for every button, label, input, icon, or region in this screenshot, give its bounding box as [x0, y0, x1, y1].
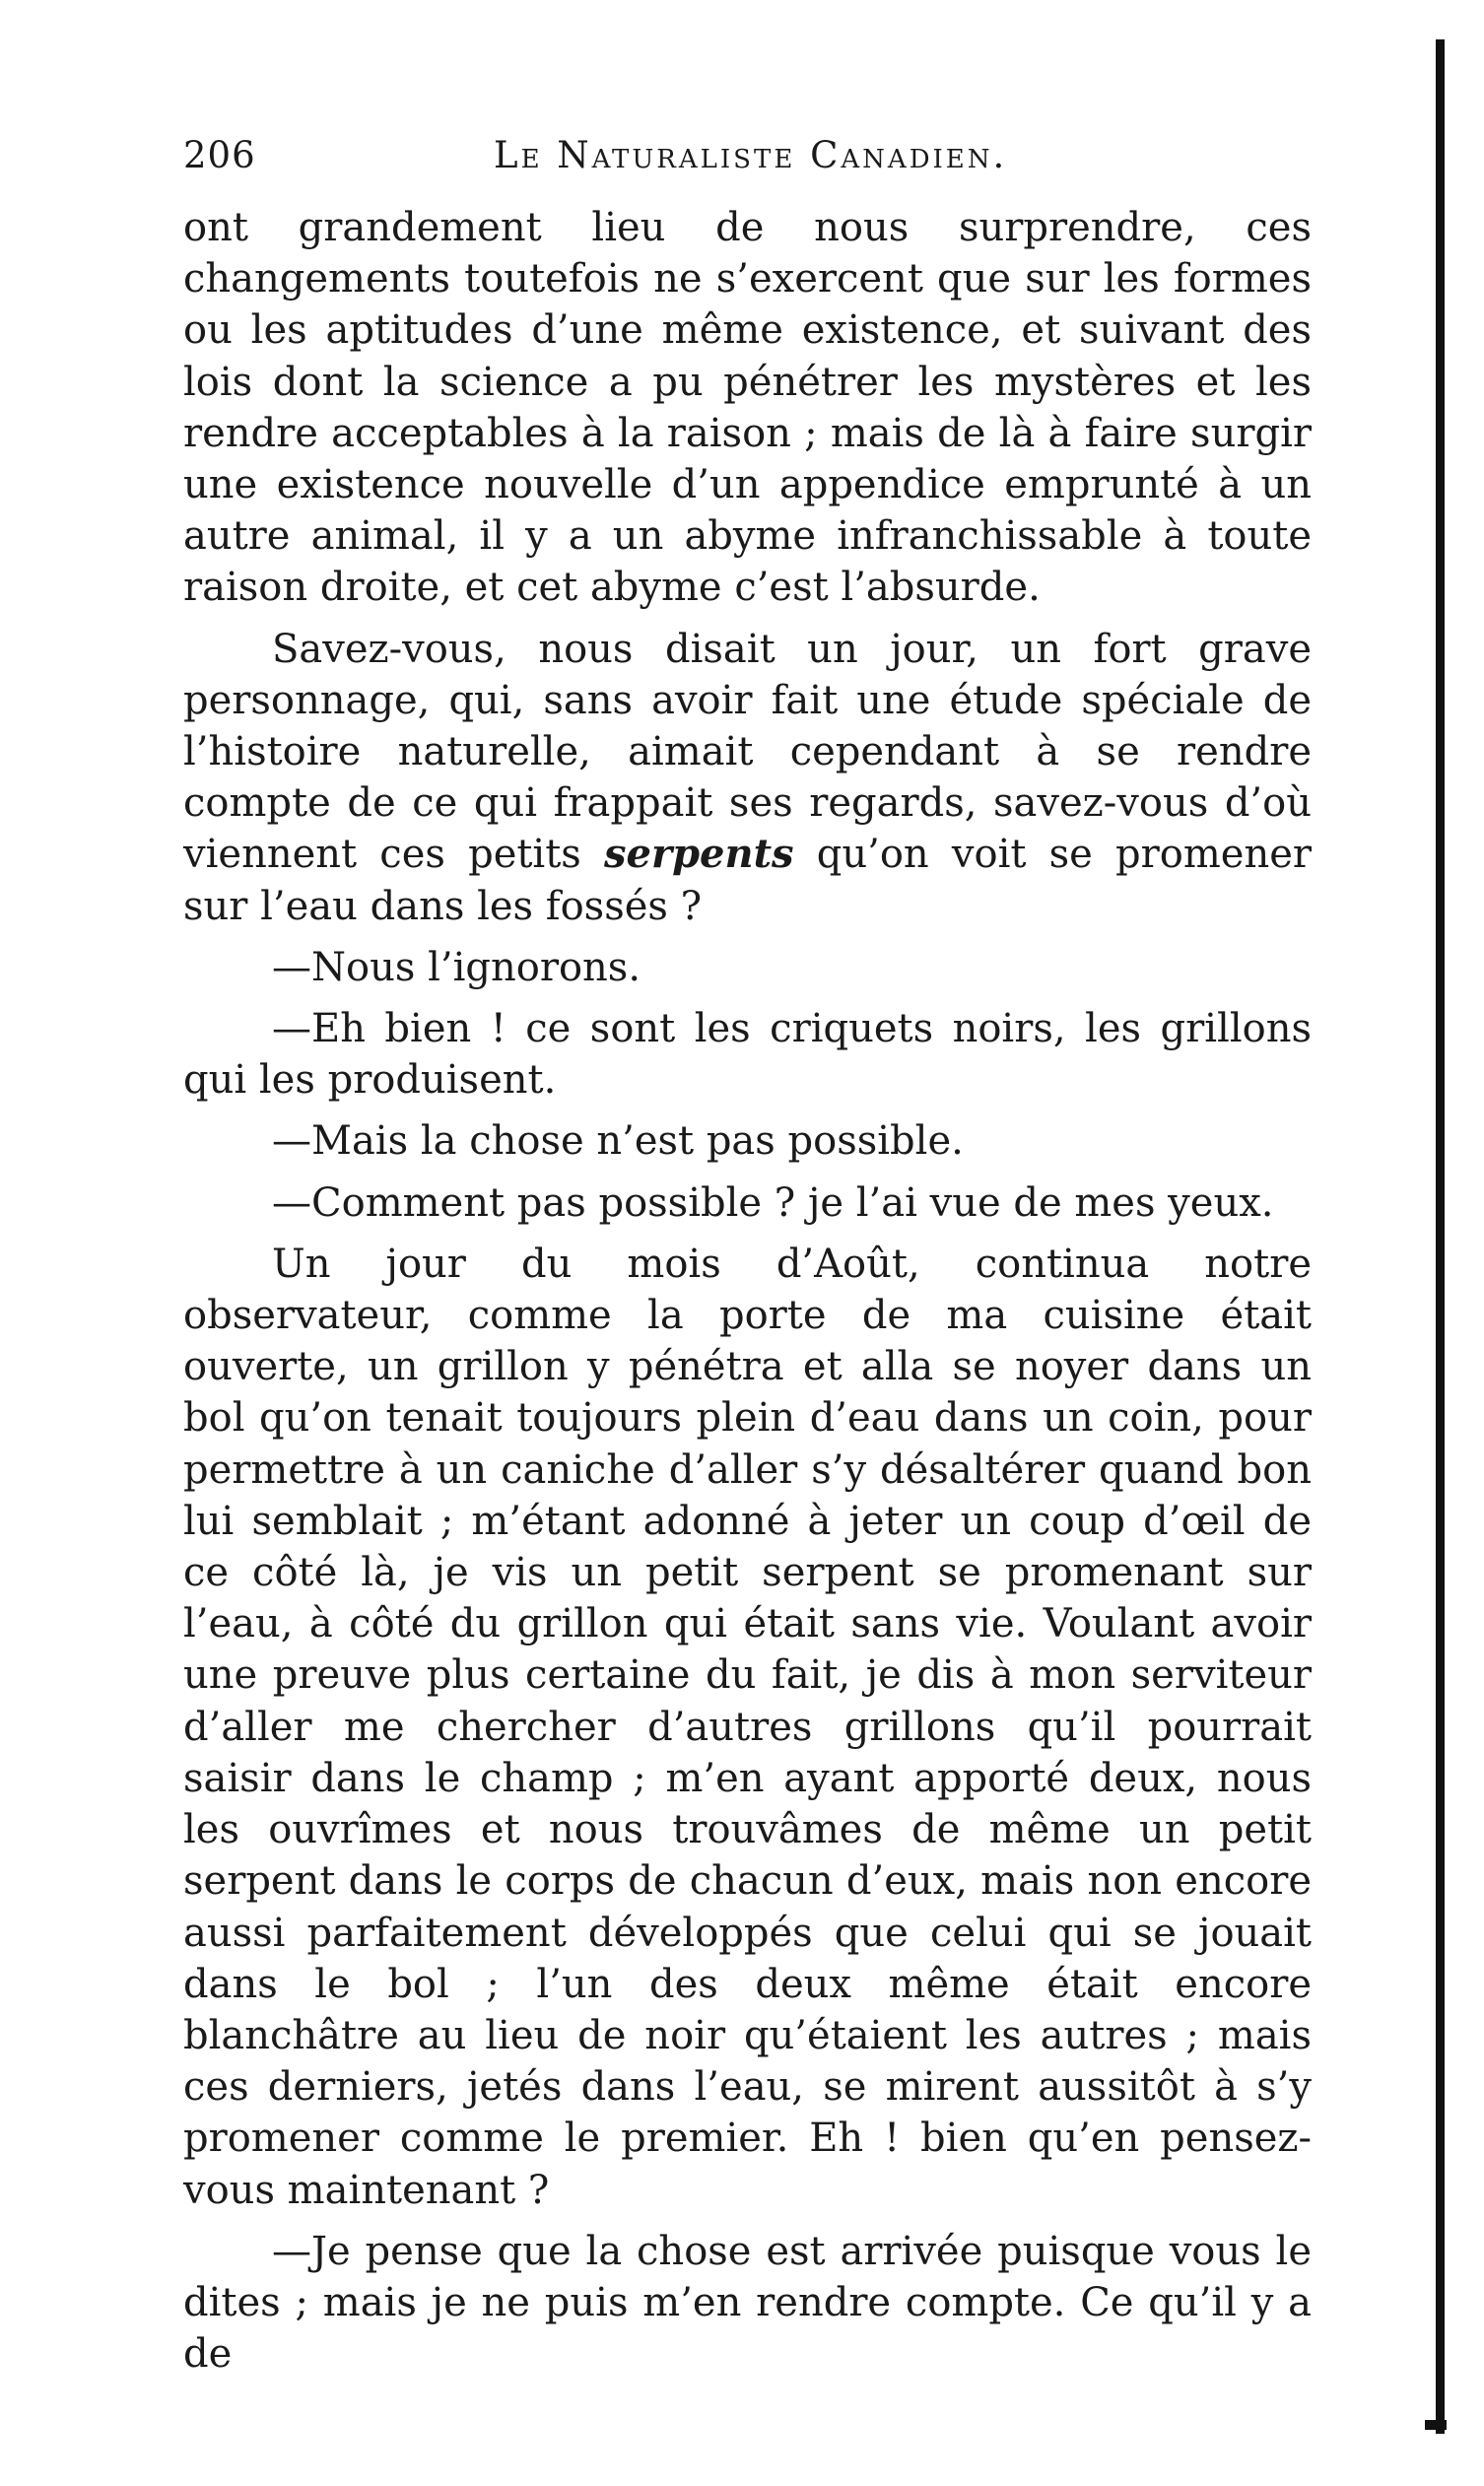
- scan-edge-line: [1436, 39, 1445, 2434]
- dialogue-line: —Je pense que la chose est arrivée puisque vous le dites ; mais je ne puis m’en rendre compte. Ce qu’il y a de: [183, 2228, 1312, 2378]
- paragraph-text: Savez-vous, nous disait un jour, un fort grave personnage, qui, sans avoir fait une étude spéciale de l’histoire naturelle, aimait cependant à se rendre compte de ce qui frappait ses regards, savez-vous d’où viennent ces petits: [183, 626, 1312, 878]
- body-text: [183, 202, 1312, 2380]
- paragraph: [183, 624, 1312, 932]
- emphasized-word: serpents: [604, 831, 794, 878]
- page-number: 206: [183, 134, 256, 176]
- running-title: Le Naturaliste Canadien.: [494, 134, 1008, 176]
- dialogue-line: —Nous l’ignorons.: [272, 944, 641, 990]
- scan-edge-foot: [1425, 2420, 1447, 2430]
- paragraph-text: qu’on voit se promener sur l’eau dans les fossés ?: [183, 832, 1312, 929]
- paragraph: Un jour du mois d’Août, continua notre observateur, comme la porte de ma cuisine était ouverte, un grillon y pénétra et alla se noyer dans un bol qu’on tenait toujours plein d’eau dans un coin, pour permettre à un caniche d’aller s’y désaltérer quand bon lui semblait ; m’étant adonné à jeter un coup d’œil de ce côté là, je vis un petit serpent se promenant sur l’eau, à côté du grillon qui était sans vie. Voulant avoir une preuve plus certaine du fait, je dis à mon serviteur d’aller me chercher d’autres grillons qu’il pourrait saisir dans le champ ; m’en ayant apporté deux, nous les ouvrîmes et nous trouvâmes de même un petit serpent dans le corps de chacun d’eux, mais non encore aussi parfaitement développés que celui qui se jouait dans le bol ; l’un des deux même était encore blanchâtre au lieu de noir qu’étaient les autres ; mais ces derniers, jetés dans l’eau, se mirent aussitôt à s’y promener comme le premier. Eh ! bien qu’en pensez-vous maintenant ?: [183, 1241, 1312, 2213]
- dialogue-line: —Mais la chose n’est pas possible.: [272, 1118, 964, 1165]
- page-header: [183, 126, 1312, 185]
- dialogue-line: —Eh bien ! ce sont les criquets noirs, les grillons qui les produisent.: [183, 1006, 1312, 1104]
- paragraph: ont grandement lieu de nous surprendre, ces changements toutefois ne s’exercent que sur les formes ou les aptitudes d’une même existence, et suivant des lois dont la science a pu pénétrer les mystères et les rendre acceptables à la raison ; mais de là à faire surgir une existence nouvelle d’un appendice emprunté à un autre animal, il y a un abyme infranchissable à toute raison droite, et cet abyme c’est l’absurde.: [183, 205, 1312, 611]
- dialogue-line: —Comment pas possible ? je l’ai vue de mes yeux.: [272, 1179, 1274, 1226]
